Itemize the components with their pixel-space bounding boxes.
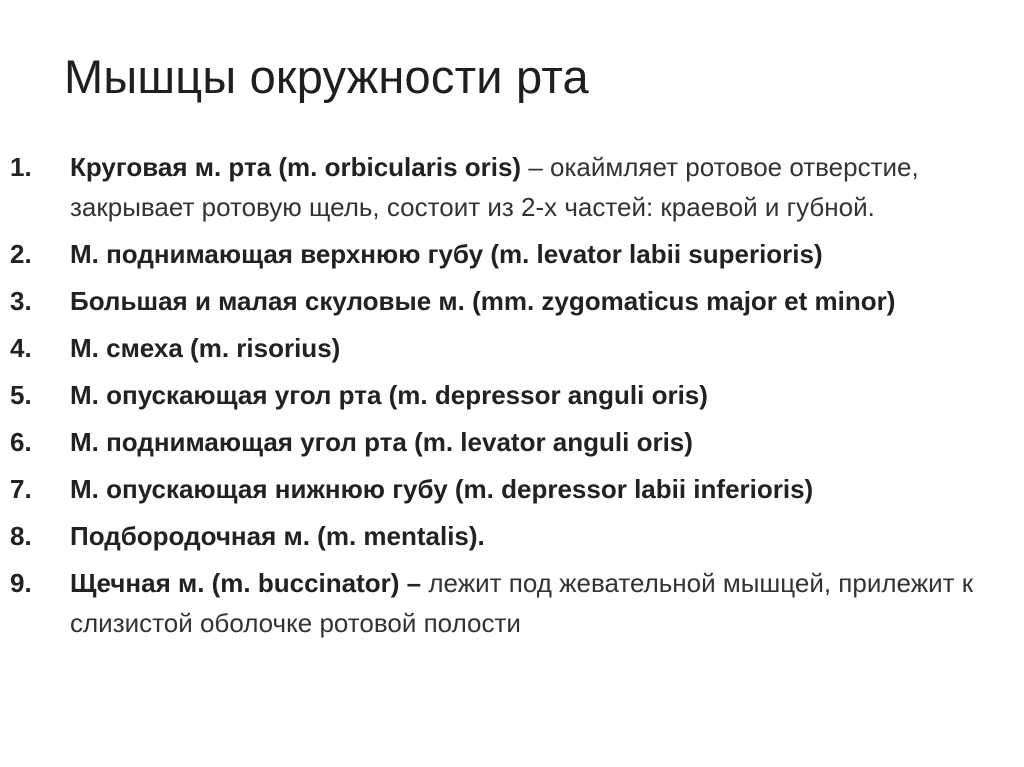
list-item	[10, 563, 1000, 643]
item-text	[70, 422, 1000, 462]
item-number: 9.	[10, 568, 32, 598]
muscle-term: Подбородочная м. (m. mentalis).	[70, 521, 485, 551]
item-number: 2.	[10, 239, 32, 269]
item-number: 1.	[10, 152, 32, 182]
list-item	[10, 234, 1000, 274]
muscle-term: М. опускающая нижнюю губу (m. depressor labii inferioris)	[70, 474, 814, 504]
muscle-term: М. смеха (m. risorius)	[70, 333, 341, 363]
item-number: 4.	[10, 333, 32, 363]
list-item	[10, 147, 1000, 227]
muscle-term: М. поднимающая угол рта (m. levator anguli oris)	[70, 427, 693, 457]
item-text	[70, 234, 1000, 274]
list-item	[10, 328, 1000, 368]
item-text	[70, 516, 1000, 556]
item-text	[70, 328, 1000, 368]
list-item	[10, 516, 1000, 556]
muscle-term: Щечная м. (m. buccinator) –	[70, 568, 422, 598]
item-number: 7.	[10, 474, 32, 504]
item-number: 3.	[10, 286, 32, 316]
muscle-term: Круговая м. рта (m. orbicularis oris)	[70, 152, 522, 182]
item-text	[70, 375, 1000, 415]
item-text	[70, 281, 1000, 321]
muscle-list	[10, 147, 1000, 650]
list-item	[10, 281, 1000, 321]
item-number: 6.	[10, 427, 32, 457]
muscle-term: Большая и малая скуловые м. (mm. zygomaticus major et minor)	[70, 286, 896, 316]
list-item	[10, 375, 1000, 415]
muscle-term: М. поднимающая верхнюю губу (m. levator labii superioris)	[70, 239, 823, 269]
item-text	[70, 469, 1000, 509]
muscle-term: М. опускающая угол рта (m. depressor anguli oris)	[70, 380, 708, 410]
muscle-description: лежит под жевательной мышцей, прилежит к слизистой оболочке ротовой полости	[70, 568, 974, 638]
list-item	[10, 469, 1000, 509]
muscle-description: – окаймляет ротовое отверстие, закрывает ротовую щель, состоит из 2-х частей: краевой и губной.	[70, 152, 919, 222]
item-text	[70, 563, 1000, 643]
item-text	[70, 147, 1000, 227]
list-item	[10, 422, 1000, 462]
item-number: 5.	[10, 380, 32, 410]
item-number: 8.	[10, 521, 32, 551]
slide-title: Мышцы окружности рта	[64, 50, 589, 103]
